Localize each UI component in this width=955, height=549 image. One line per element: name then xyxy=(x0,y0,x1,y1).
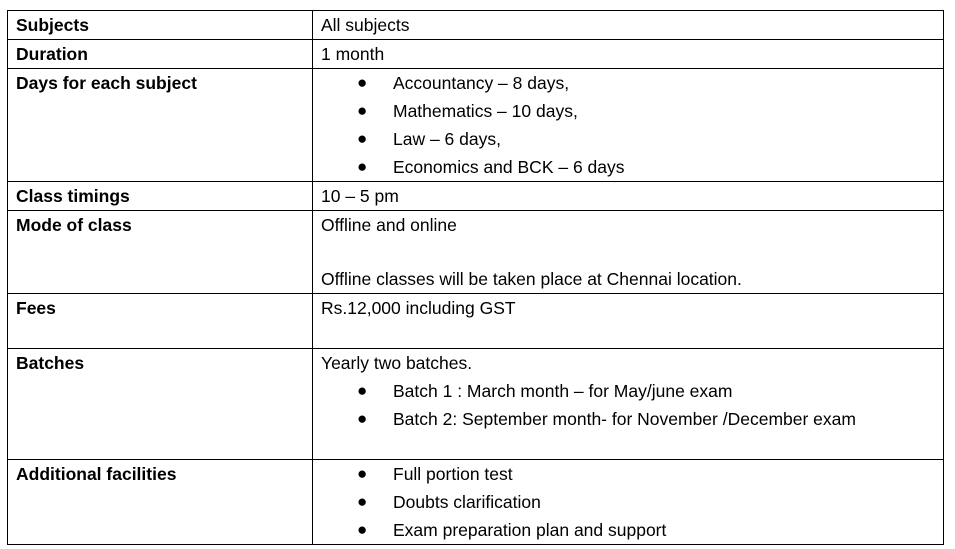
bullet-icon: ● xyxy=(357,409,368,428)
list-item: ● Accountancy – 8 days, xyxy=(321,69,937,97)
mode-line-1: Offline and online xyxy=(321,215,457,235)
batches-list xyxy=(321,377,937,433)
value-mode xyxy=(313,211,944,294)
value-facilities xyxy=(313,460,944,545)
bullet-icon: ● xyxy=(357,129,368,148)
row-batches xyxy=(8,349,944,460)
row-fees xyxy=(8,294,944,349)
list-item: ● Law – 6 days, xyxy=(321,125,937,153)
row-subjects xyxy=(8,11,944,40)
row-duration xyxy=(8,40,944,69)
list-item: ● Exam preparation plan and support xyxy=(321,516,937,544)
spacer xyxy=(321,239,937,265)
bullet-icon: ● xyxy=(357,381,368,400)
bullet-icon: ● xyxy=(357,157,368,176)
bullet-icon: ● xyxy=(357,492,368,511)
label-timings: Class timings xyxy=(8,182,313,211)
label-subjects: Subjects xyxy=(8,11,313,40)
facilities-list xyxy=(321,460,937,544)
value-duration: 1 month xyxy=(313,40,944,69)
row-days xyxy=(8,69,944,182)
list-item: ● Economics and BCK – 6 days xyxy=(321,153,937,181)
list-item: ● Batch 2: September month- for November /December exam xyxy=(321,405,937,433)
list-item: ● Mathematics – 10 days, xyxy=(321,97,937,125)
value-subjects: All subjects xyxy=(313,11,944,40)
label-batches: Batches xyxy=(8,349,313,460)
list-item: ● Full portion test xyxy=(321,460,937,488)
bullet-icon: ● xyxy=(357,101,368,120)
list-item: ● Batch 1 : March month – for May/june exam xyxy=(321,377,937,405)
list-item: ● Doubts clarification xyxy=(321,488,937,516)
value-days xyxy=(313,69,944,182)
label-days: Days for each subject xyxy=(8,69,313,182)
value-batches xyxy=(313,349,944,460)
label-duration: Duration xyxy=(8,40,313,69)
label-fees: Fees xyxy=(8,294,313,349)
batches-intro: Yearly two batches. xyxy=(321,353,473,373)
row-facilities xyxy=(8,460,944,545)
value-fees: Rs.12,000 including GST xyxy=(313,294,944,349)
mode-line-2: Offline classes will be taken place at Chennai location. xyxy=(321,269,742,289)
bullet-icon: ● xyxy=(357,464,368,483)
value-timings: 10 – 5 pm xyxy=(313,182,944,211)
label-facilities: Additional facilities xyxy=(8,460,313,545)
days-list xyxy=(321,69,937,181)
course-info-table xyxy=(7,10,944,545)
row-timings xyxy=(8,182,944,211)
bullet-icon: ● xyxy=(357,73,368,92)
bullet-icon: ● xyxy=(357,520,368,539)
label-mode: Mode of class xyxy=(8,211,313,294)
row-mode xyxy=(8,211,944,294)
